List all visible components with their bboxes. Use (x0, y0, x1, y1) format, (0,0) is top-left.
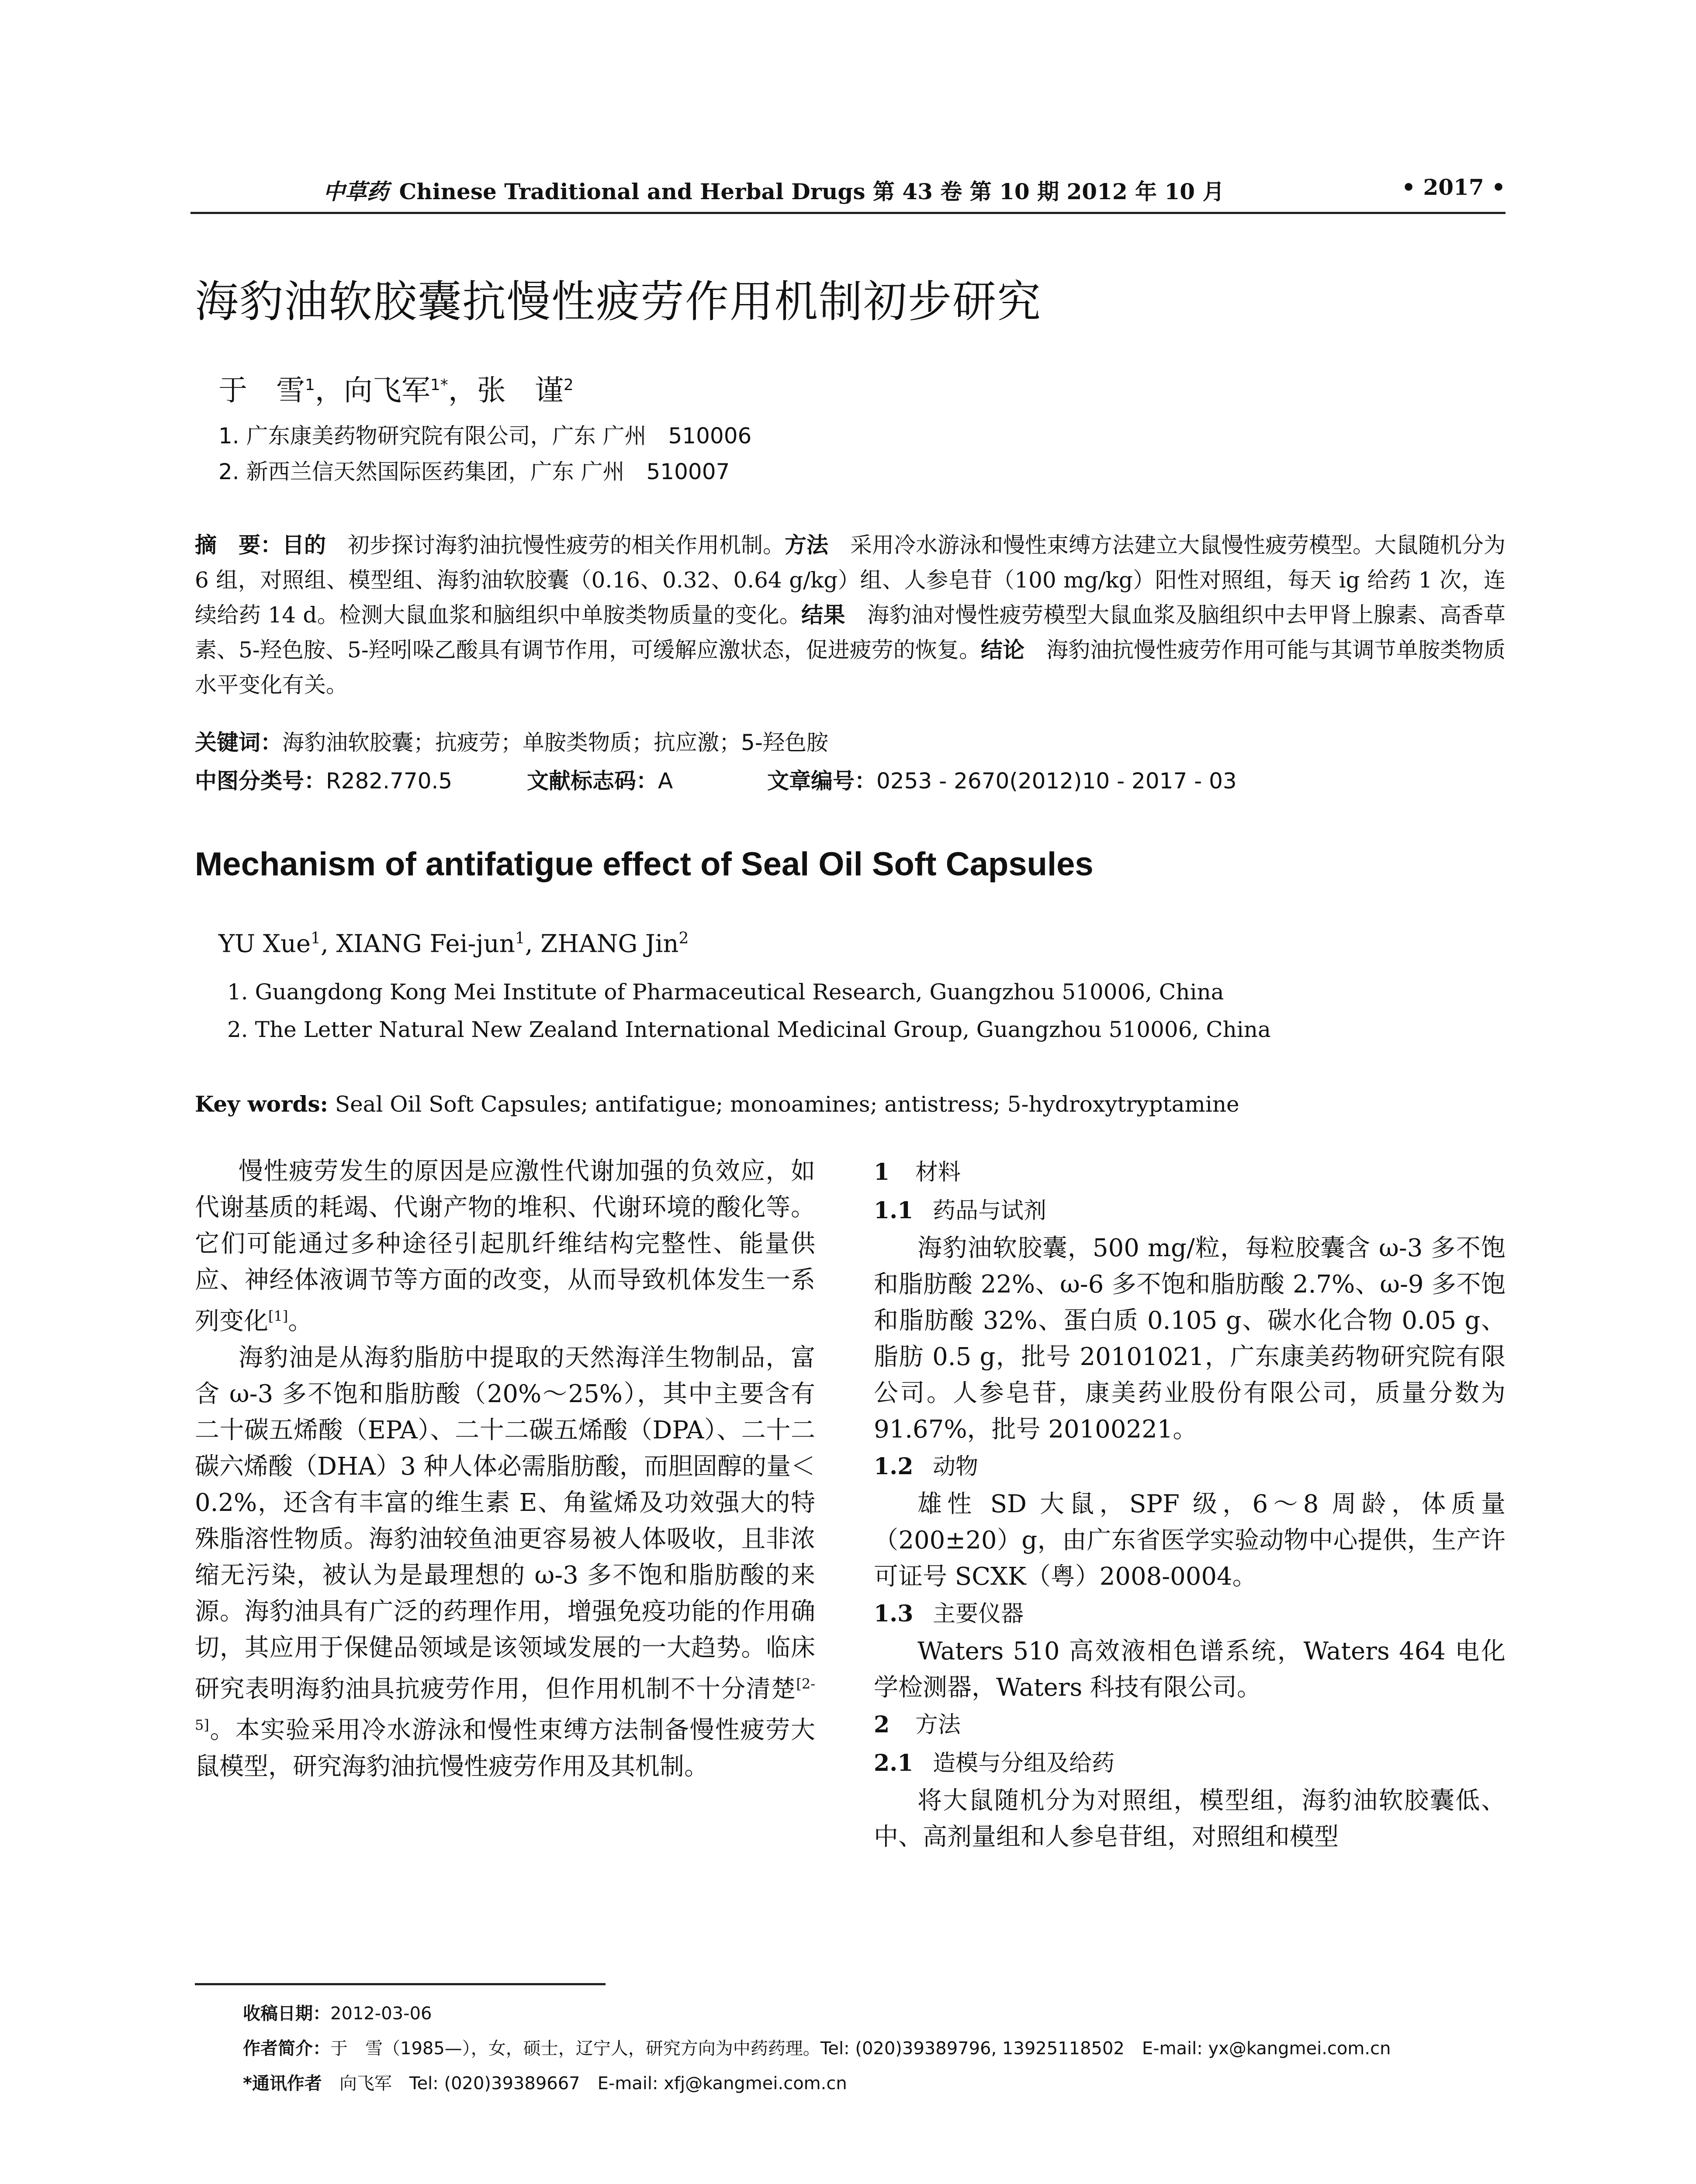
footnote-label: 作者简介： (243, 2039, 330, 2059)
subsection-heading (874, 1744, 1506, 1783)
body-left-column (195, 1153, 815, 1785)
page-number: • 2017 • (1402, 174, 1506, 200)
keywords-en-label: Key words: (195, 1091, 328, 1117)
paragraph-text: 。本实验采用冷水游泳和慢性束缚方法制备慢性疲劳大鼠模型，研究海豹油抗慢性疲劳作用及其机制。 (195, 1716, 815, 1781)
method-label: 方法 (785, 532, 828, 558)
body-paragraph: Waters 510 高效液相色谱系统，Waters 464 电化学检测器，Waters 科技有限公司。 (874, 1637, 1506, 1702)
clc-value: R282.770.5 (326, 768, 453, 794)
section-number: 1.3 (874, 1600, 914, 1627)
body-paragraph-2 (195, 1340, 815, 1785)
section-heading (874, 1153, 1506, 1192)
section-title: 主要仪器 (933, 1601, 1024, 1627)
paragraph-text: 慢性疲劳发生的原因是应激性代谢加强的负效应，如代谢基质的耗竭、代谢产物的堆积、代谢环境的酸化等。它们可能通过多种途径引起肌纤维结构完整性、能量供应、神经体液调节等方面的改变，从而导致机体发生一系列变化 (195, 1157, 815, 1336)
journal-name-cn: 中草药 (323, 179, 389, 204)
journal-line (190, 174, 1357, 206)
author-affiliation-mark: 2 (678, 930, 689, 947)
footnote-text: 2012-03-06 (330, 2004, 432, 2024)
footnote-text: 向飞军 Tel: (020)39389667 E-mail: xfj@kangmei.com.cn (322, 2073, 847, 2094)
conclusion-label: 结论 (980, 637, 1025, 663)
subsection-heading (874, 1448, 1506, 1486)
affiliation-cn-1: 1. 广东康美药物研究院有限公司，广东 广州 510006 (218, 423, 752, 449)
keywords-cn (195, 725, 828, 757)
footnote-received (243, 2000, 432, 2025)
author-affiliation-mark: 1 (305, 376, 315, 394)
keywords-en (195, 1091, 1239, 1117)
section-title: 材料 (915, 1159, 961, 1185)
section-heading (874, 1706, 1506, 1744)
citation: [2-5] (195, 1675, 815, 1734)
article-label: 文章编号： (767, 768, 876, 794)
affiliation-en-2: 2. The Letter Natural New Zealand International Medicinal Group, Guangzhou 510006, China (227, 1017, 1271, 1042)
author-name: YU Xue (218, 930, 311, 958)
doc-value: A (658, 768, 673, 794)
section-number: 2.1 (874, 1750, 914, 1776)
body-paragraph: 将大鼠随机分为对照组，模型组，海豹油软胶囊低、中、高剂量组和人参皂苷组，对照组和模型 (874, 1787, 1506, 1851)
author-affiliation-mark: 2 (563, 376, 574, 394)
author-name: ，张 谨 (448, 373, 564, 407)
affiliation-en-1: 1. Guangdong Kong Mei Institute of Pharmaceutical Research, Guangzhou 510006, China (227, 979, 1224, 1005)
footnote-label: *通讯作者 (243, 2073, 322, 2094)
body-paragraph-1 (195, 1153, 815, 1340)
paper-title-en: Mechanism of antifatigue effect of Seal Oil Soft Capsules (195, 846, 1094, 883)
abstract-label: 摘 要： (195, 532, 282, 558)
subsection-heading (874, 1595, 1506, 1633)
objective-text: 初步探讨海豹油抗慢性疲劳的相关作用机制。 (326, 532, 785, 558)
section-title: 方法 (915, 1712, 961, 1738)
paper-title-cn: 海豹油软胶囊抗慢性疲劳作用机制初步研究 (195, 276, 1042, 327)
journal-info: Chinese Traditional and Herbal Drugs 第 43 卷 第 10 期 2012 年 10 月 (399, 179, 1225, 204)
section-number: 1.1 (874, 1197, 914, 1224)
section-number: 1 (874, 1159, 890, 1185)
section-number: 1.2 (874, 1453, 914, 1480)
article-number (767, 764, 1237, 795)
keywords-cn-text: 海豹油软胶囊；抗疲劳；单胺类物质；抗应激；5-羟色胺 (282, 730, 828, 755)
citation: [1] (268, 1308, 288, 1324)
clc-label: 中图分类号： (195, 768, 326, 794)
keywords-cn-label: 关键词： (195, 730, 282, 755)
objective-label: 目的 (282, 532, 326, 558)
doc-label: 文献标志码： (527, 768, 658, 794)
section-title: 动物 (933, 1454, 979, 1480)
running-header (190, 173, 1506, 214)
section-number: 2 (874, 1711, 890, 1738)
author-name: , ZHANG Jin (525, 930, 679, 958)
result-label: 结果 (801, 602, 845, 628)
authors-cn (218, 367, 574, 408)
method-text: 采用冷水游泳和慢性束缚方法建立大鼠慢性疲劳模型。大鼠随机分为 6 组，对照组、模型组、海豹油软胶囊（0.16、0.32、0.64 g/kg）组、人参皂苷（100 mg/kg）阳性对照组，每天 ig 给药 1 次，连续给药 14 d。检测大鼠血浆和脑组织中单胺类物质量的变化。 (195, 532, 1506, 628)
author-name: , XIANG Fei-jun (320, 930, 515, 958)
section-title: 药品与试剂 (933, 1198, 1047, 1224)
paragraph-text: 海豹油是从海豹脂肪中提取的天然海洋生物制品，富含 ω-3 多不饱和脂肪酸（20%～25%），其中主要含有二十碳五烯酸（EPA）、二十二碳五烯酸（DPA）、二十二碳六烯酸（DHA）3 种人体必需脂肪酸，而胆固醇的量＜0.2%，还含有丰富的维生素 E、角鲨烯及功效强大的特殊脂溶性物质。海豹油较鱼油更容易被人体吸收，且非浓缩无污染，被认为是最理想的 ω-3 多不饱和脂肪酸的来源。海豹油具有广泛的药理作用，增强免疫功能的作用确切，其应用于保健品领域是该领域发展的一大趋势。临床研究表明海豹油具抗疲劳作用，但作用机制不十分清楚 (195, 1343, 815, 1704)
author-affiliation-mark: 1* (430, 376, 448, 394)
footnote-corresponding (243, 2070, 847, 2094)
footnote-label: 收稿日期： (243, 2004, 330, 2024)
author-name: 于 雪 (218, 373, 305, 407)
footnote-divider (195, 1983, 606, 1985)
authors-en (218, 930, 689, 958)
body-right-column (874, 1153, 1506, 1855)
article-value: 0253 - 2670(2012)10 - 2017 - 03 (876, 768, 1237, 794)
author-affiliation-mark: 1 (515, 930, 525, 947)
paragraph-text: 。 (288, 1307, 313, 1336)
section-title: 造模与分组及给药 (933, 1750, 1115, 1776)
affiliation-cn-2: 2. 新西兰信天然国际医药集团，广东 广州 510007 (218, 459, 730, 484)
result-text: 海豹油对慢性疲劳模型大鼠血浆及脑组织中去甲肾上腺素、高香草素、5-羟色胺、5-羟吲哚乙酸具有调节作用，可缓解应激状态，促进疲劳的恢复。 (195, 602, 1506, 663)
body-paragraph: 雄性 SD 大鼠，SPF 级，6～8 周龄，体质量（200±20）g，由广东省医学实验动物中心提供，生产许可证号 SCXK（粤）2008-0004。 (874, 1490, 1506, 1591)
keywords-en-text: Seal Oil Soft Capsules; antifatigue; monoamines; antistress; 5-hydroxytryptamine (328, 1092, 1239, 1117)
abstract-cn (195, 528, 1506, 702)
document-code (527, 764, 673, 795)
footnote-text: 于 雪（1985—），女，硕士，辽宁人，研究方向为中药药理。Tel: (020)39389796, 13925118502 E-mail: yx@kangmei.com.cn (330, 2039, 1391, 2059)
author-name: ，向飞军 (315, 373, 430, 407)
clc-number (195, 764, 452, 795)
subsection-heading (874, 1192, 1506, 1230)
body-paragraph: 海豹油软胶囊，500 mg/粒，每粒胶囊含 ω-3 多不饱和脂肪酸 22%、ω-6 多不饱和脂肪酸 2.7%、ω-9 多不饱和脂肪酸 32%、蛋白质 0.105 g、碳水化合物 0.05 g、脂肪 0.5 g，批号 20101021，广东康美药物研究院有限公司。人参皂苷，康美药业股份有限公司，质量分数为 91.67%，批号 20100221。 (874, 1234, 1506, 1444)
author-affiliation-mark: 1 (311, 930, 321, 947)
conclusion-text: 海豹油抗慢性疲劳作用可能与其调节单胺类物质水平变化有关。 (195, 637, 1506, 698)
footnote-author (243, 2035, 1391, 2060)
